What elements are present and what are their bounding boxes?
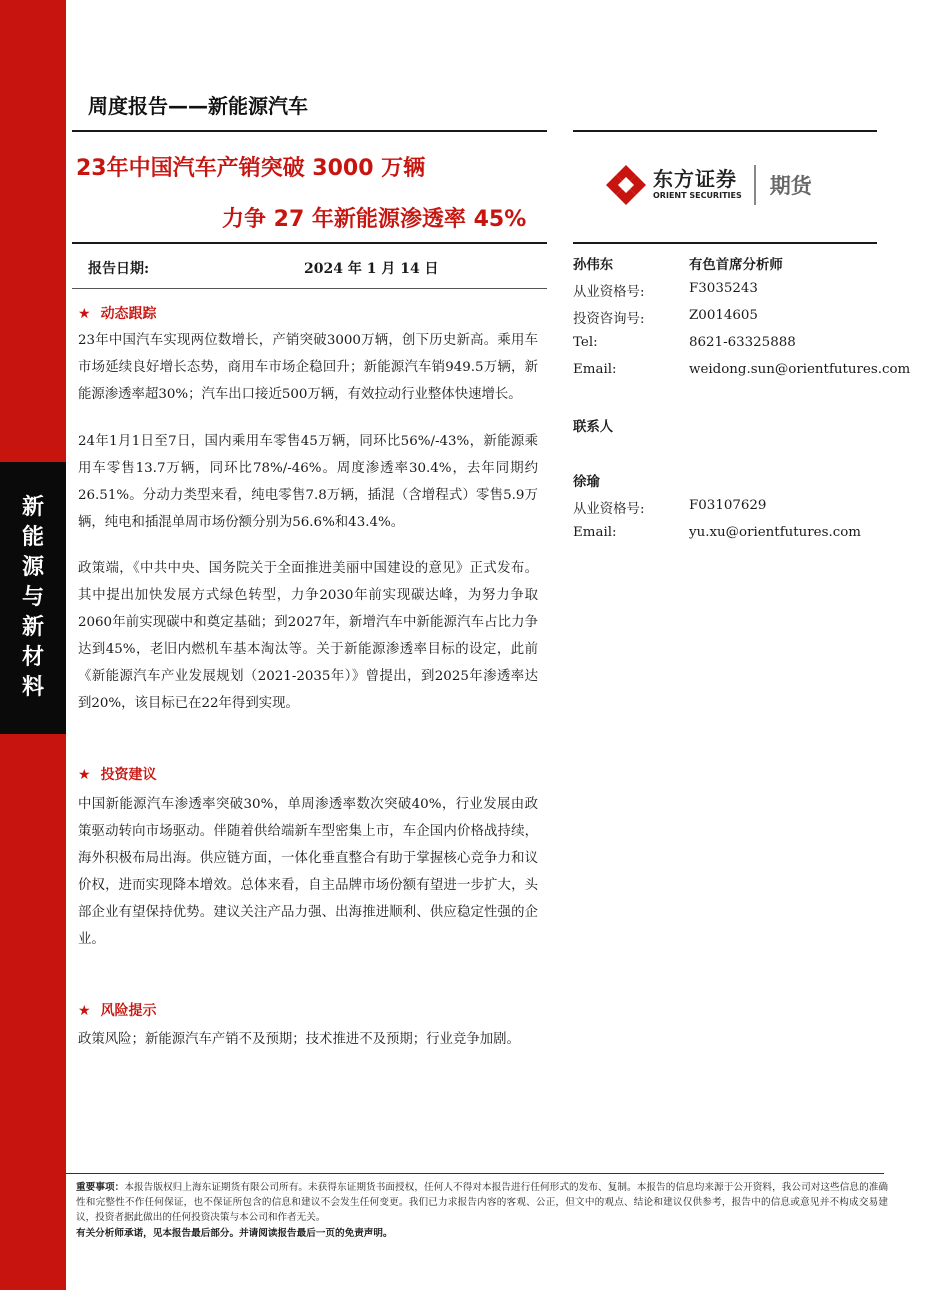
tel-value: 8621-63325888 [689,335,796,350]
analyst-name-row [573,254,783,273]
contact-name: 徐瑜 [573,474,600,490]
orient-logo-icon [605,164,647,206]
advisory-value: Z0014605 [689,308,758,323]
footer-rule [66,1173,884,1174]
page-title-line1: 23年中国汽车产销突破 3000 万辆 [76,156,426,181]
contact-heading: 联系人 [573,419,614,435]
contact-qualification-label: 从业资格号: [573,502,645,517]
email-label: Email: [573,362,617,377]
section-heading-invest: ★ 投资建议 [78,767,157,783]
disclaimer [76,1180,888,1225]
star-icon: ★ [78,306,91,322]
advisory-label: 投资咨询号: [573,312,645,327]
sector-side-label: 新能源与新材料 [0,462,66,734]
logo-separator [754,165,756,205]
logo-suffix: 期货 [769,174,812,198]
logo-text [653,168,742,202]
logo-cn: 东方证券 [653,167,737,191]
analyst-name: 孙伟东 [573,257,614,273]
report-date-value: 2024 年 1 月 14 日 [304,261,439,277]
section-heading-risk: ★ 风险提示 [78,1003,157,1019]
contact-qualification-row [573,498,767,517]
disclaimer-label: 重要事项： [76,1182,125,1193]
title-rule-left [72,242,547,244]
logo-en: ORIENT SECURITIES [653,191,742,200]
email-row [573,362,911,377]
dynamic-paragraph-2: 24年1月1日至7日，国内乘用车零售45万辆，同环比56%/-43%，新能源乘用车零售13.7万辆，同环比78%/-46%。周度渗透率30.4%，去年同期约26.51%。分动力类型来看，纯电零售7.8万辆，插混（含增程式）零售5.9万辆，纯电和插混单周市场份额分别为56.6%和43.4%。 [78,434,538,530]
tel-label: Tel: [573,335,598,350]
header-rule-right [573,130,877,132]
contact-email-row [573,525,861,540]
report-date-label: 报告日期: [88,261,150,277]
star-icon: ★ [78,1003,91,1019]
qualification-value: F3035243 [689,281,758,296]
report-date [88,258,439,278]
analyst-title: 有色首席分析师 [689,257,783,273]
invest-paragraph-1: 中国新能源汽车渗透率突破30%，单周渗透率数次突破40%，行业发展由政策驱动转向市场驱动。伴随着供给端新车型密集上市，车企国内价格战持续，海外积极布局出海。供应链方面，一体化垂直整合有助于掌握核心竞争力和议价权，进而实现降本增效。总体来看，自主品牌市场份额有望进一步扩大，头部企业有望保持优势。建议关注产品力强、出海推进顺利、供应稳定性强的企业。 [78,797,538,947]
risk-paragraph-1: 政策风险；新能源汽车产销不及预期；技术推进不及预期；行业竞争加剧。 [78,1032,520,1047]
section-heading-dynamic: ★ 动态跟踪 [78,306,157,322]
advisory-row [573,308,758,327]
date-rule [72,288,547,289]
dynamic-paragraph-1: 23年中国汽车实现两位数增长，产销突破3000万辆，创下历史新高。乘用车市场延续良好增长态势，商用车市场企稳回升；新能源汽车销949.5万辆，新能源渗透率超30%；汽车出口接近500万辆，有效拉动行业整体快速增长。 [78,333,538,402]
contact-email-value[interactable]: yu.xu@orientfutures.com [689,525,861,540]
report-type: 周度报告——新能源汽车 [88,94,308,118]
page-title-line2: 力争 27 年新能源渗透率 45% [222,207,527,232]
header-rule-left [72,130,547,132]
company-logo [605,163,812,207]
contact-qualification-value: F03107629 [689,498,767,513]
contact-email-label: Email: [573,525,617,540]
title-rule-right [573,242,877,244]
footer-note: 有关分析师承诺，见本报告最后部分。并请阅读报告最后一页的免责声明。 [76,1228,393,1239]
tel-row [573,335,796,350]
disclaimer-text: 本报告版权归上海东证期货有限公司所有。未获得东证期货书面授权，任何人不得对本报告进行任何形式的发布、复制。本报告的信息均来源于公开资料，我公司对这些信息的准确性和完整性不作任何保证，也不保证所包含的信息和建议不会发生任何变更。我们已力求报告内容的客观、公正，但文中的观点、结论和建议仅供参考，报告中的信息或意见并不构成交易建议，投资者据此做出的任何投资决策与本公司和作者无关。 [76,1182,889,1223]
qualification-row [573,281,758,300]
email-value[interactable]: weidong.sun@orientfutures.com [689,362,911,377]
star-icon: ★ [78,767,91,783]
dynamic-paragraph-3: 政策端，《中共中央、国务院关于全面推进美丽中国建设的意见》正式发布。其中提出加快发展方式绿色转型，力争2030年前实现碳达峰，为努力争取2060年前实现碳中和奠定基础；到2027年，新增汽车中新能源汽车占比力争达到45%，老旧内燃机车基本淘汰等。关于新能源渗透率目标的设定，此前《新能源汽车产业发展规划（2021-2035年）》曾提出，到2025年渗透率达到20%，该目标已在22年得到实现。 [78,561,538,711]
qualification-label: 从业资格号: [573,285,645,300]
